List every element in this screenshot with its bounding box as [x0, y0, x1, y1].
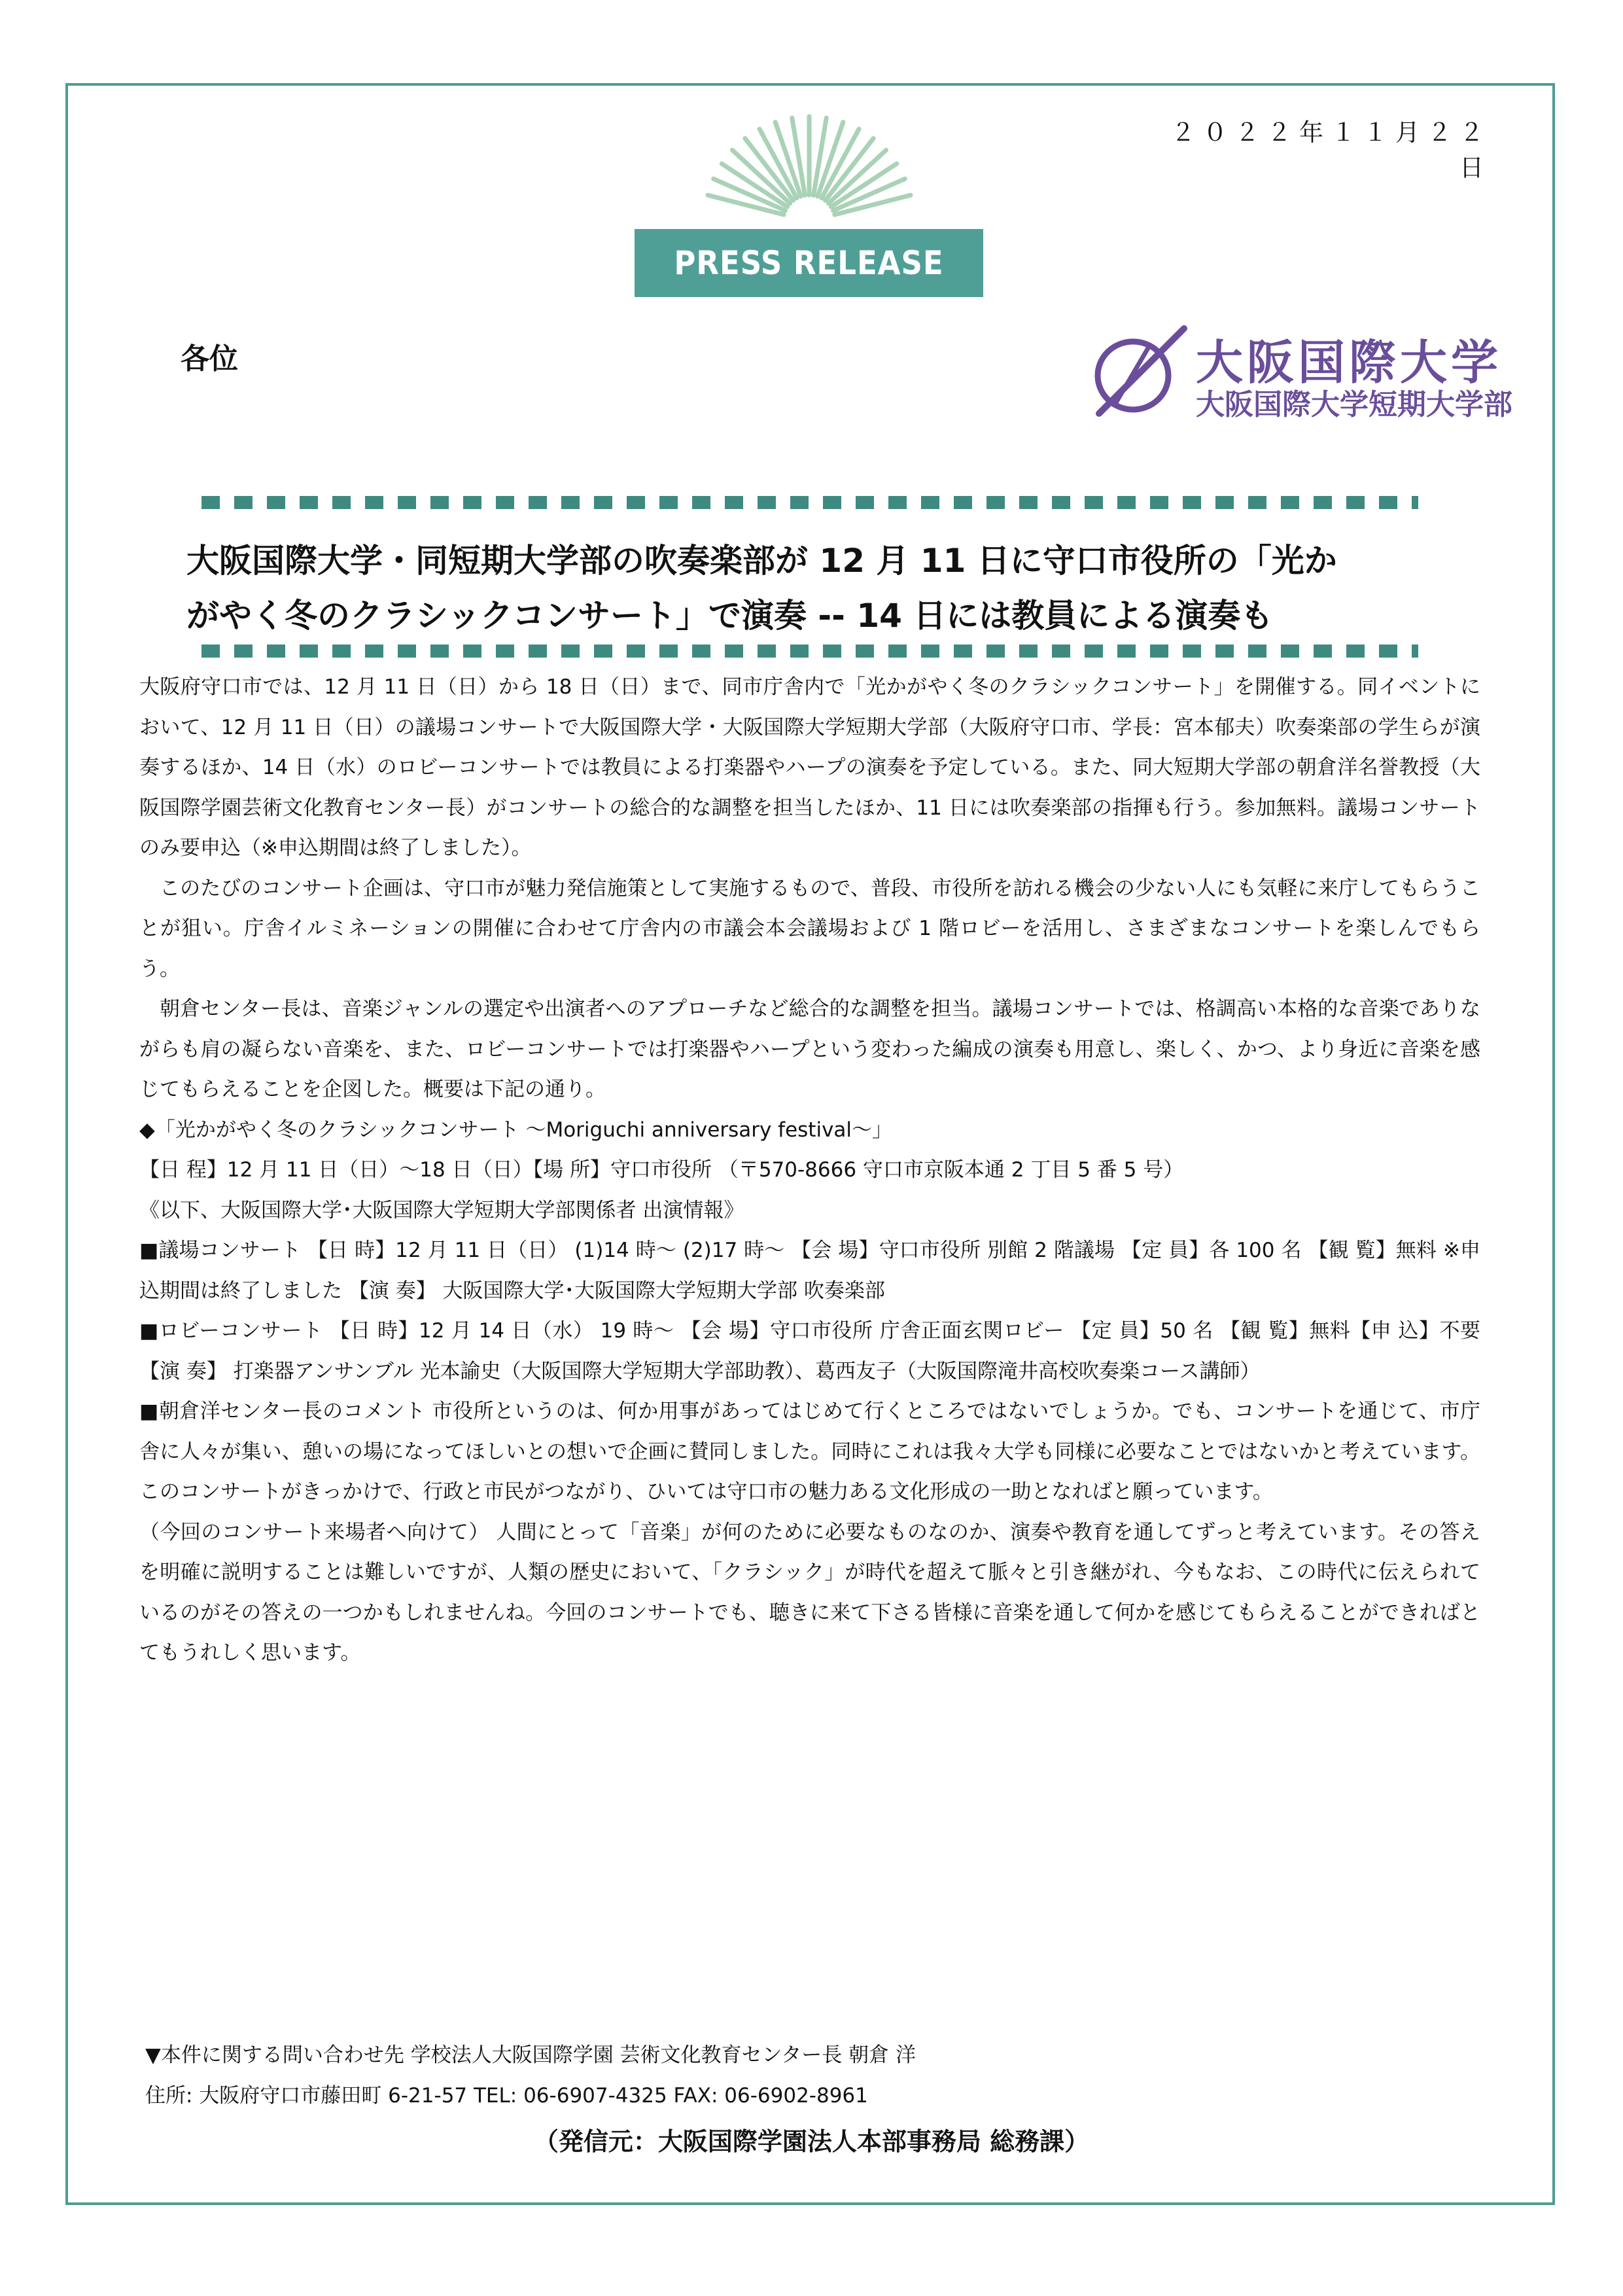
- sunburst-decoration: [664, 110, 955, 224]
- headline: [186, 533, 1469, 643]
- contact-line: ▼本件に関する問い合わせ先 学校法人大阪国際学園 芸術文化教育センター長 朝倉 洋: [145, 2043, 916, 2067]
- sender-line: （発信元：大阪国際学園法人本部事務局 総務課）: [533, 2127, 1090, 2156]
- event-title: ◆「光かがやく冬のクラシックコンサート ～Moriguchi anniversary festival～」: [139, 1118, 893, 1142]
- dashed-rule-bottom: [201, 645, 1418, 658]
- logo-subname: 大阪国際大学短期大学部: [1196, 388, 1512, 421]
- body-text: [139, 667, 1480, 1674]
- addressee: 各位: [181, 342, 238, 376]
- paragraph-intro: 大阪府守口市では、12 月 11 日（日）から 18 日（日）まで、同市庁舎内で「光かがやく冬のクラシックコンサート」を開催する。同イベントにおいて、12 月 11 日（日）の議場コンサートで大阪国際大学・大阪国際大学短期大学部（大阪府守口市、学長：宮本郁夫）吹奏楽部の学生らが演奏するほか、14 日（水）のロビーコンサートでは教員による打楽器やハープの演奏を予定している。また、同大短期大学部の朝倉洋名誉教授（大阪国際学園芸術文化教育センター長）がコンサートの総合的な調整を担当したほか、11 日には吹奏楽部の指揮も行う。参加無料。議場コンサートのみ要申込（※申込期間は終了しました）。: [139, 675, 1480, 860]
- headline-line-2: がやく冬のクラシックコンサート」で演奏 -- 14 日には教員による演奏も: [186, 597, 1274, 635]
- headline-line-1: 大阪国際大学・同短期大学部の吹奏楽部が 12 月 11 日に守口市役所の「光か: [186, 542, 1337, 580]
- event-schedule: 【日 程】12 月 11 日（日）～18 日（日）【場 所】守口市役所 （〒570-8666 守口市京阪本通 2 丁目 5 番 5 号）: [139, 1158, 1184, 1182]
- address-line: 住所: 大阪府守口市藤田町 6-21-57 TEL: 06-6907-4325 FAX: 06-6902-8961: [145, 2084, 868, 2108]
- logo-emblem-icon: [1086, 322, 1191, 420]
- paragraph-purpose: このたびのコンサート企画は、守口市が魅力発信施策として実施するもので、普段、市役所を訪れる機会の少ない人にも気軽に来庁してもらうことが狙い。庁舎イルミネーションの開催に合わせて庁舎内の市議会本会議場および 1 階ロビーを活用し、さまざまなコンサートを楽しんでもらう。: [139, 876, 1480, 981]
- lobby-concert-info: ■ロビーコンサート 【日 時】12 月 14 日（水） 19 時～ 【会 場】守口市役所 庁舎正面玄関ロビー 【定 員】50 名 【観 覧】無料【申 込】不要 【演 奏】 打楽器アンサンブル 光本諭史（大阪国際大学短期大学部助教）、葛西友子（大阪国際滝井高校吹奏楽コース講師）: [139, 1319, 1480, 1383]
- dashed-rule-top: [201, 496, 1418, 509]
- assembly-concert-info: ■議場コンサート 【日 時】12 月 11 日（日） (1)14 時～ (2)17 時～ 【会 場】守口市役所 別館 2 階議場 【定 員】各 100 名 【観 覧】無料 ※申込期間は終了しました 【演 奏】 大阪国際大学･大阪国際大学短期大学部 吹奏楽部: [139, 1239, 1480, 1303]
- university-logo: [1086, 322, 1512, 421]
- director-comment: ■朝倉洋センター長のコメント 市役所というのは、何か用事があってはじめて行くところではないでしょうか。でも、コンサートを通じて、市庁舎に人々が集い、憩いの場になってほしいとの想いで企画に賛同しました。同時にこれは我々大学も同様に必要なことではないかと考えています。このコンサートがきっかけで、行政と市民がつながり、ひいては守口市の魅力ある文化形成の一助となればと願っています。: [139, 1400, 1480, 1504]
- logo-name: 大阪国際大学: [1196, 335, 1503, 390]
- performers-heading: 《以下、大阪国際大学･大阪国際大学短期大学部関係者 出演情報》: [139, 1198, 744, 1222]
- paragraph-planning: 朝倉センター長は、音楽ジャンルの選定や出演者へのアプローチなど総合的な調整を担当。議場コンサートでは、格調高い本格的な音楽でありながらも肩の凝らない音楽を、また、ロビーコンサートでは打楽器やハープという変わった編成の演奏も用意し、楽しく、かつ、より身近に音楽を感じてもらえることを企図した。概要は下記の通り。: [139, 997, 1480, 1101]
- release-date: ２０２２年１１月２２日: [1171, 118, 1492, 182]
- message-to-audience: （今回のコンサート来場者へ向けて） 人間にとって「音楽」が何のために必要なものなのか、演奏や教育を通してずっと考えています。その答えを明確に説明することは難しいですが、人類の歴史において、「クラシック」が時代を超えて脈々と引き継がれ、今もなお、この時代に伝えられているのがその答えの一つかもしれませんね。今回のコンサートでも、聴きに来て下さる皆様に音楽を通して何かを感じてもらえることができればとてもうれしく思います。: [139, 1520, 1480, 1665]
- contact-footer: [145, 2035, 1486, 2116]
- press-release-banner: PRESS RELEASE: [635, 229, 983, 297]
